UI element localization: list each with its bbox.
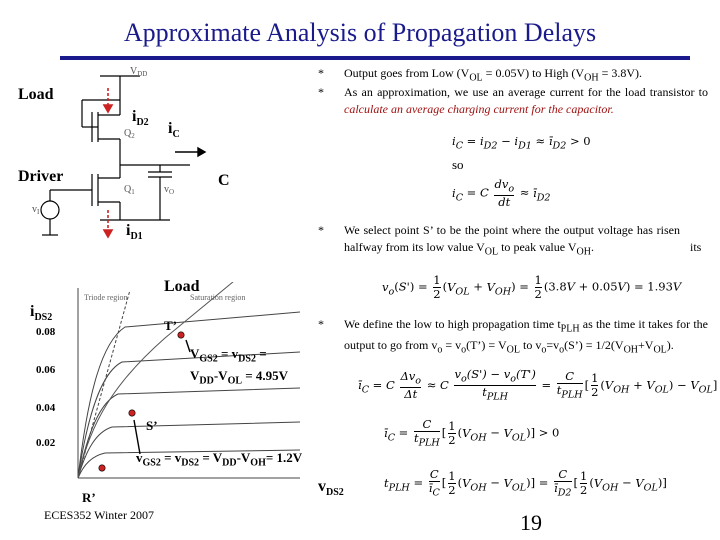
vi-label: $v_I$ [32,204,40,216]
point-s-prime [129,410,135,416]
q2-label: $Q_2$ [124,128,135,140]
vo-label: $v_O$ [164,184,175,196]
load-label: Load [18,86,54,103]
capacitor-label: C [218,172,230,189]
equation-ic-sum: $i_C = i_{D2} - i_{D1}$ ≈ $ī_{D2} > 0$ [452,134,591,152]
y-tick-0.02: 0.02 [36,437,56,449]
page-number: 19 [520,510,542,535]
point-t-prime [178,332,184,338]
y-tick-0.04: 0.04 [36,402,56,414]
y-tick-0.08: 0.08 [36,326,56,338]
bullet-star-1: * [318,66,324,80]
point-t-prime-label: T’ [164,318,177,333]
point-s-prime-label: S’ [146,418,158,433]
ic-label: $i_C$ [168,120,180,141]
triode-region-label: Triode region [84,293,128,302]
driver-label: Driver [18,168,64,185]
graph-load-label: Load [164,278,200,295]
id1-label: $i_{D1}$ [126,222,143,243]
y-tick-0.06: 0.06 [36,364,56,376]
equation-vo-s: $v_o(S')$ = $\frac{1}{2}$ $(V_{OL} + V_{OH})$ = $\frac{1}{2}$ (3.8V + 0.05V) = 1.93V [382,273,682,301]
equation-ic-capacitor: $i_C = C$ $\frac{dv_o}{dt}$ ≈ $ī_{D2}$ [452,177,551,210]
graph-x-axis-label: $v_{DS2}$ [318,478,344,499]
inverter-schematic [30,60,330,260]
bullet-2: As an approximation, we use an average current for the load transistor to calculate an average charging current for the capacitor. [344,85,708,116]
course-footer: ECES352 Winter 2007 [44,508,154,522]
equation-tplh: $t_{PLH}$ = $\frac{C}{ī_C}$ [ $\frac{1}{2}$ $(V_{OH} - V_{OL})$] = $\frac{C}{ī_{D2}}$ [ $\frac{1}{2}$ $(V_{OH} - V_{OL})$] [384,467,667,499]
so-text: so [452,157,464,172]
page-title: Approximate Analysis of Propagation Delays [123,18,597,47]
lower-equation: $v_{GS2} = v_{DS2} = V_{DD}-V_{OH}= 1.2V$ [136,450,303,469]
q1-label: $Q_1$ [124,184,135,196]
upper-equation: $V_{GS2} = v_{DS2}$ = $V_{DD}-V_{OL} = 4.95V$ [190,346,289,387]
bullet-4: We define the low to high propagation time $t_{PLH}$ as the time it takes for the output to go from $v_o$ = $v_o(T’) = V_{OL}$ to $v_o=v_o(S’) = 1/2(V_{OH}+V_{OL})$. [344,317,708,356]
id2-label: $i_{D2}$ [132,108,149,129]
bullet-3: We select point S’ to be the point where the output voltage has risen halfway from its low value $V_{OL}$ to peak value $V_{OH}$. [344,223,680,258]
bullet-star-2: * [318,85,324,99]
saturation-region-label: Saturation region [190,293,246,302]
bullet-star-4: * [318,317,324,331]
bullet-star-3: * [318,223,324,237]
point-r-prime-label: R’ [82,490,96,505]
vdd-label: $V_{DD}$ [130,66,148,78]
point-r-prime [99,465,105,471]
equation-ic-average: $ī_C = C$ $\frac{\Delta v_o}{\Delta t}$ ≈ C $\frac{v_o(S') - v_o(T')}{t_{PLH}}$ = $\frac{C}{t_{PLH}}$ [ $\frac{1}{2}$ $(V_{OH} + V_{OL}) - V_{OL}$] [358,367,718,403]
graph-y-axis-label: $i_{DS2}$ [30,303,53,324]
load-curve-graph [70,282,320,512]
equation-ic-result: $ī_C$ = $\frac{C}{t_{PLH}}$ [ $\frac{1}{2}$ $(V_{OH} - V_{OL})] > 0$ [384,417,560,449]
bullet-1: Output goes from Low $(V_{OL} = 0.05V)$ to High $(V_{OH} = 3.8V)$. [344,66,642,84]
bullet-3-its: its [690,240,702,254]
